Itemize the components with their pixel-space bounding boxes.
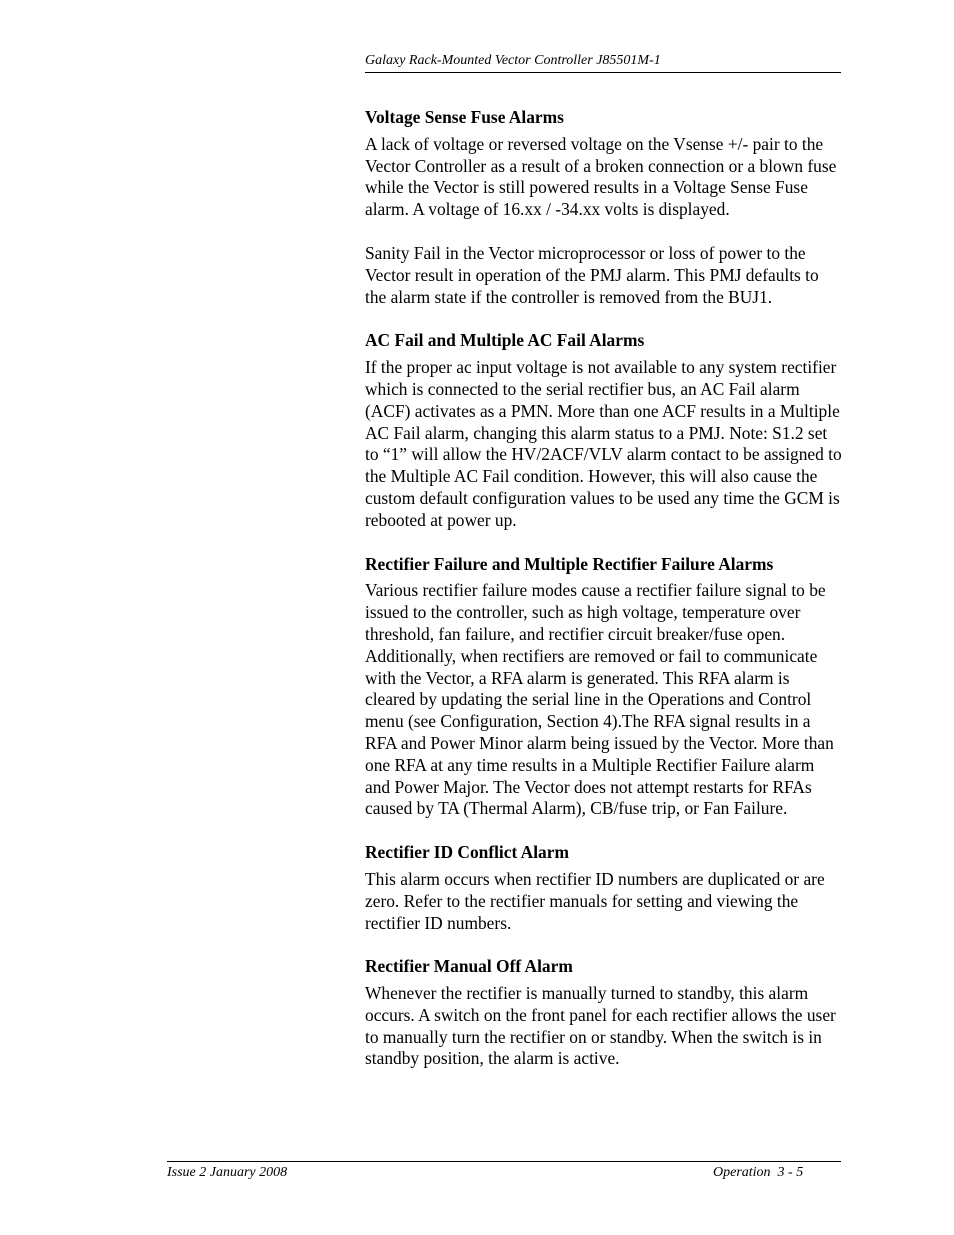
section-rectifier-manual-off-alarm [365, 956, 843, 1070]
section-rectifier-id-conflict-alarm [365, 842, 843, 934]
paragraph: Whenever the rectifier is manually turned to standby, this alarm occurs. A switch on the front panel for each rectifier allows the user to manually turn the rectifier on or standby. When the switch is in standby position, the alarm is active. [365, 983, 836, 1069]
issue-date: Issue 2 January 2008 [167, 1165, 288, 1180]
paragraph: If the proper ac input voltage is not available to any system rectifier which is connected to the serial rectifier bus, an AC Fail alarm (ACF) activates as a PMN. More than one ACF results in a Multiple AC Fail alarm, changing this alarm status to a PMJ. Note: S1.2 set to “1” will allow the HV/2ACF/VLV alarm contact to be assigned to the Multiple AC Fail condition. However, this will also cause the custom default configuration values to be used any time the GCM is rebooted at power up. [365, 357, 842, 530]
section-heading: Rectifier Manual Off Alarm [365, 956, 573, 977]
section-heading: Rectifier Failure and Multiple Rectifier Failure Alarms [365, 553, 774, 574]
paragraph: This alarm occurs when rectifier ID numbers are duplicated or are zero. Refer to the rectifier manuals for setting and viewing the rectifier ID numbers. [365, 868, 825, 933]
document-title: Galaxy Rack-Mounted Vector Controller J85501M-1 [365, 53, 661, 68]
page-body [365, 107, 843, 1092]
paragraph: A lack of voltage or reversed voltage on the Vsense +/- pair to the Vector Controller as a result of a broken connection or a blown fuse while the Vector is still powered results in a Voltage Sense Fuse alarm. A voltage of 16.xx / -34.xx volts is displayed. [365, 133, 837, 220]
section-rectifier-failure-alarms [365, 554, 843, 821]
section-heading: Rectifier ID Conflict Alarm [365, 842, 569, 863]
paragraph: Various rectifier failure modes cause a rectifier failure signal to be issued to the controller, such as high voltage, temperature over threshold, fan failure, and rectifier circuit breaker/fuse open. Additionally, when rectifiers are removed or fail to communicate with the Vector, a RFA alarm is generated. This RFA alarm is cleared by updating the serial line in the Operations and Control menu (see Configuration, Section 4).The RFA signal results in a RFA and Power Minor alarm being issued by the Vector. More than one RFA at any time results in a Multiple Rectifier Failure alarm and Power Major. The Vector does not attempt restarts for RFAs caused by TA (Thermal Alarm), CB/fuse trip, or Fan Failure. [365, 580, 834, 819]
section-heading: AC Fail and Multiple AC Fail Alarms [365, 330, 645, 351]
section-ac-fail-alarms [365, 330, 843, 531]
section-heading: Voltage Sense Fuse Alarms [365, 107, 564, 127]
running-footer [167, 1161, 841, 1180]
page-number: Operation 3 - 5 [713, 1165, 804, 1180]
section-voltage-sense-fuse-alarms [365, 107, 843, 308]
running-header [365, 52, 841, 73]
paragraph: Sanity Fail in the Vector microprocessor or loss of power to the Vector result in operation of the PMJ alarm. This PMJ defaults to the alarm state if the controller is removed from the BUJ1. [365, 242, 819, 307]
